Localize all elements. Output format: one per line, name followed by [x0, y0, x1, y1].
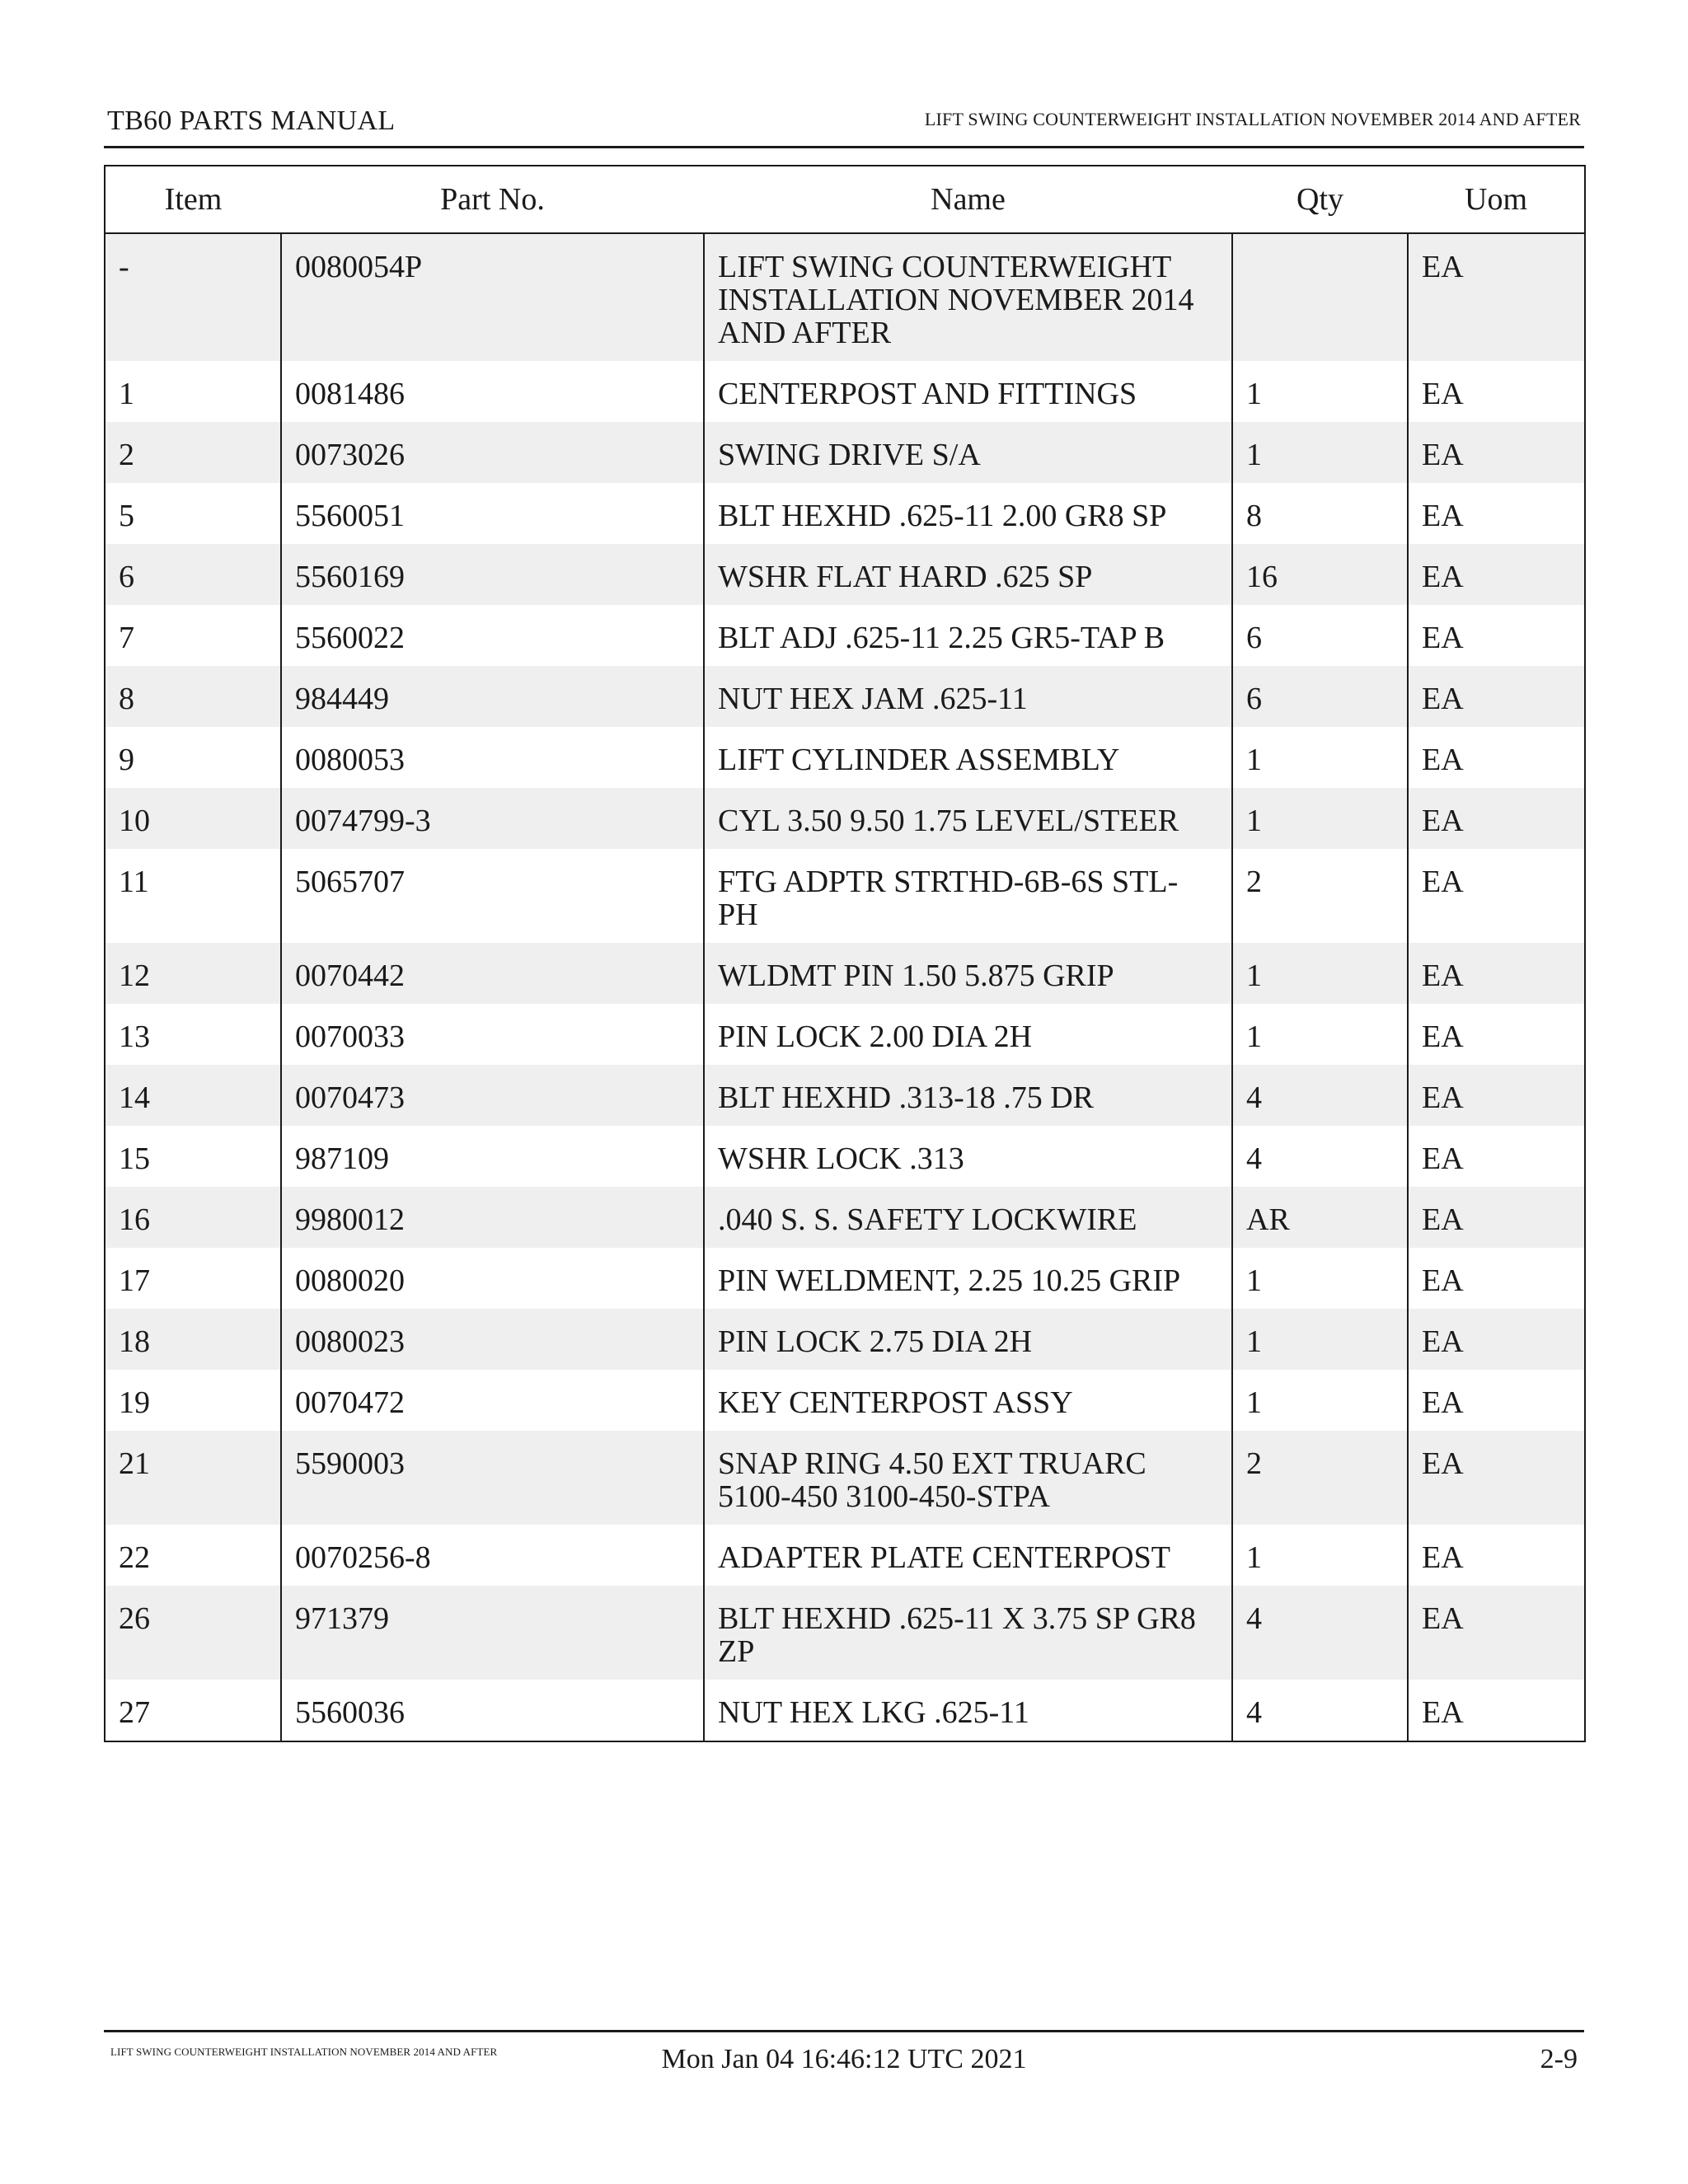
cell-name: BLT HEXHD .313-18 .75 DR — [704, 1065, 1232, 1126]
cell-uom: EA — [1408, 666, 1585, 727]
cell-item: 7 — [105, 605, 281, 666]
cell-part-no: 0070473 — [281, 1065, 704, 1126]
cell-name: PIN LOCK 2.00 DIA 2H — [704, 1004, 1232, 1065]
cell-name: KEY CENTERPOST ASSY — [704, 1370, 1232, 1431]
cell-name: WLDMT PIN 1.50 5.875 GRIP — [704, 943, 1232, 1004]
cell-uom: EA — [1408, 1187, 1585, 1248]
header-row — [105, 166, 1585, 233]
cell-uom: EA — [1408, 1680, 1585, 1741]
cell-qty: 4 — [1232, 1065, 1408, 1126]
cell-item: 5 — [105, 483, 281, 544]
cell-part-no: 0080053 — [281, 727, 704, 788]
cell-item: 2 — [105, 422, 281, 483]
cell-uom: EA — [1408, 361, 1585, 422]
cell-qty: 1 — [1232, 943, 1408, 1004]
cell-uom: EA — [1408, 1431, 1585, 1525]
cell-part-no: 0080023 — [281, 1309, 704, 1370]
cell-qty: 1 — [1232, 788, 1408, 849]
cell-part-no: 984449 — [281, 666, 704, 727]
table-row — [105, 233, 1585, 361]
cell-qty: 1 — [1232, 1248, 1408, 1309]
cell-item: 17 — [105, 1248, 281, 1309]
cell-name: CYL 3.50 9.50 1.75 LEVEL/STEER — [704, 788, 1232, 849]
cell-name: PIN WELDMENT, 2.25 10.25 GRIP — [704, 1248, 1232, 1309]
cell-item: 19 — [105, 1370, 281, 1431]
cell-qty: 4 — [1232, 1586, 1408, 1680]
header-divider — [104, 146, 1584, 148]
cell-qty: 6 — [1232, 666, 1408, 727]
section-title: LIFT SWING COUNTERWEIGHT INSTALLATION NOVEMBER 2014 AND AFTER — [924, 109, 1581, 129]
cell-name: SWING DRIVE S/A — [704, 422, 1232, 483]
page-number: 2-9 — [1540, 2044, 1578, 2074]
cell-qty: 1 — [1232, 361, 1408, 422]
cell-item: 13 — [105, 1004, 281, 1065]
cell-name: WSHR LOCK .313 — [704, 1126, 1232, 1187]
cell-uom: EA — [1408, 1065, 1585, 1126]
cell-part-no: 0081486 — [281, 361, 704, 422]
cell-uom: EA — [1408, 1525, 1585, 1586]
table-row — [105, 1065, 1585, 1126]
cell-uom: EA — [1408, 1004, 1585, 1065]
table-body — [105, 233, 1585, 1741]
cell-qty: 2 — [1232, 849, 1408, 943]
table-header — [105, 166, 1585, 233]
table-row — [105, 361, 1585, 422]
cell-name: CENTERPOST AND FITTINGS — [704, 361, 1232, 422]
cell-qty: 1 — [1232, 1525, 1408, 1586]
cell-qty: AR — [1232, 1187, 1408, 1248]
column-header-part-no: Part No. — [281, 166, 704, 233]
cell-qty: 16 — [1232, 544, 1408, 605]
cell-uom: EA — [1408, 849, 1585, 943]
column-header-item: Item — [105, 166, 281, 233]
cell-uom: EA — [1408, 483, 1585, 544]
cell-uom: EA — [1408, 1126, 1585, 1187]
cell-qty: 6 — [1232, 605, 1408, 666]
table-row — [105, 1370, 1585, 1431]
cell-name: BLT ADJ .625-11 2.25 GR5-TAP B — [704, 605, 1232, 666]
cell-part-no: 0070256-8 — [281, 1525, 704, 1586]
cell-item: 15 — [105, 1126, 281, 1187]
cell-uom: EA — [1408, 727, 1585, 788]
cell-uom: EA — [1408, 422, 1585, 483]
cell-qty: 1 — [1232, 1309, 1408, 1370]
table-row — [105, 1525, 1585, 1586]
cell-qty: 1 — [1232, 1370, 1408, 1431]
footer-timestamp: Mon Jan 04 16:46:12 UTC 2021 — [661, 2044, 1027, 2074]
cell-name: WSHR FLAT HARD .625 SP — [704, 544, 1232, 605]
column-header-name: Name — [704, 166, 1232, 233]
table-row — [105, 422, 1585, 483]
cell-uom: EA — [1408, 1248, 1585, 1309]
table-row — [105, 1309, 1585, 1370]
cell-item: 22 — [105, 1525, 281, 1586]
table-row — [105, 1187, 1585, 1248]
cell-uom: EA — [1408, 788, 1585, 849]
parts-table — [104, 165, 1586, 1742]
cell-part-no: 5560169 — [281, 544, 704, 605]
cell-part-no: 5590003 — [281, 1431, 704, 1525]
table-row — [105, 605, 1585, 666]
cell-item: 9 — [105, 727, 281, 788]
cell-qty: 8 — [1232, 483, 1408, 544]
cell-name: FTG ADPTR STRTHD-6B-6S STL-PH — [704, 849, 1232, 943]
cell-uom: EA — [1408, 605, 1585, 666]
cell-part-no: 0070472 — [281, 1370, 704, 1431]
cell-uom: EA — [1408, 943, 1585, 1004]
cell-part-no: 971379 — [281, 1586, 704, 1680]
table-row — [105, 1431, 1585, 1525]
footer-divider — [104, 2030, 1584, 2032]
cell-uom: EA — [1408, 233, 1585, 361]
cell-uom: EA — [1408, 544, 1585, 605]
cell-item: 27 — [105, 1680, 281, 1741]
cell-part-no: 0070033 — [281, 1004, 704, 1065]
table-row — [105, 666, 1585, 727]
cell-name: NUT HEX LKG .625-11 — [704, 1680, 1232, 1741]
table-row — [105, 1004, 1585, 1065]
cell-name: PIN LOCK 2.75 DIA 2H — [704, 1309, 1232, 1370]
cell-part-no: 5560022 — [281, 605, 704, 666]
cell-item: 14 — [105, 1065, 281, 1126]
cell-item: 10 — [105, 788, 281, 849]
cell-name: LIFT CYLINDER ASSEMBLY — [704, 727, 1232, 788]
table-row — [105, 483, 1585, 544]
cell-part-no: 0080054P — [281, 233, 704, 361]
cell-name: ADAPTER PLATE CENTERPOST — [704, 1525, 1232, 1586]
cell-name: LIFT SWING COUNTERWEIGHT INSTALLATION NOVEMBER 2014 AND AFTER — [704, 233, 1232, 361]
table-row — [105, 943, 1585, 1004]
cell-qty: 4 — [1232, 1126, 1408, 1187]
manual-title: TB60 PARTS MANUAL — [107, 105, 396, 136]
cell-name: SNAP RING 4.50 EXT TRUARC 5100-450 3100-450-STPA — [704, 1431, 1232, 1525]
cell-name: NUT HEX JAM .625-11 — [704, 666, 1232, 727]
table-row — [105, 1680, 1585, 1741]
cell-part-no: 9980012 — [281, 1187, 704, 1248]
cell-part-no: 0073026 — [281, 422, 704, 483]
column-header-uom: Uom — [1408, 166, 1585, 233]
footer-section-title: LIFT SWING COUNTERWEIGHT INSTALLATION NOVEMBER 2014 AND AFTER — [110, 2046, 498, 2058]
cell-part-no: 5560051 — [281, 483, 704, 544]
table-row — [105, 1126, 1585, 1187]
cell-part-no: 5560036 — [281, 1680, 704, 1741]
cell-item: 8 — [105, 666, 281, 727]
cell-part-no: 987109 — [281, 1126, 704, 1187]
cell-uom: EA — [1408, 1586, 1585, 1680]
cell-qty — [1232, 233, 1408, 361]
table-row — [105, 727, 1585, 788]
cell-qty: 2 — [1232, 1431, 1408, 1525]
cell-item: 16 — [105, 1187, 281, 1248]
cell-item: 6 — [105, 544, 281, 605]
cell-part-no: 0070442 — [281, 943, 704, 1004]
table-row — [105, 1586, 1585, 1680]
cell-uom: EA — [1408, 1309, 1585, 1370]
table-row — [105, 849, 1585, 943]
cell-part-no: 5065707 — [281, 849, 704, 943]
cell-item: - — [105, 233, 281, 361]
cell-qty: 4 — [1232, 1680, 1408, 1741]
cell-uom: EA — [1408, 1370, 1585, 1431]
cell-item: 18 — [105, 1309, 281, 1370]
cell-name: BLT HEXHD .625-11 2.00 GR8 SP — [704, 483, 1232, 544]
table-row — [105, 544, 1585, 605]
table-row — [105, 1248, 1585, 1309]
cell-qty: 1 — [1232, 1004, 1408, 1065]
cell-item: 11 — [105, 849, 281, 943]
cell-part-no: 0080020 — [281, 1248, 704, 1309]
cell-name: BLT HEXHD .625-11 X 3.75 SP GR8 ZP — [704, 1586, 1232, 1680]
cell-qty: 1 — [1232, 422, 1408, 483]
cell-item: 26 — [105, 1586, 281, 1680]
cell-item: 1 — [105, 361, 281, 422]
cell-item: 12 — [105, 943, 281, 1004]
column-header-qty: Qty — [1232, 166, 1408, 233]
cell-name: .040 S. S. SAFETY LOCKWIRE — [704, 1187, 1232, 1248]
cell-item: 21 — [105, 1431, 281, 1525]
table-row — [105, 788, 1585, 849]
cell-part-no: 0074799-3 — [281, 788, 704, 849]
cell-qty: 1 — [1232, 727, 1408, 788]
